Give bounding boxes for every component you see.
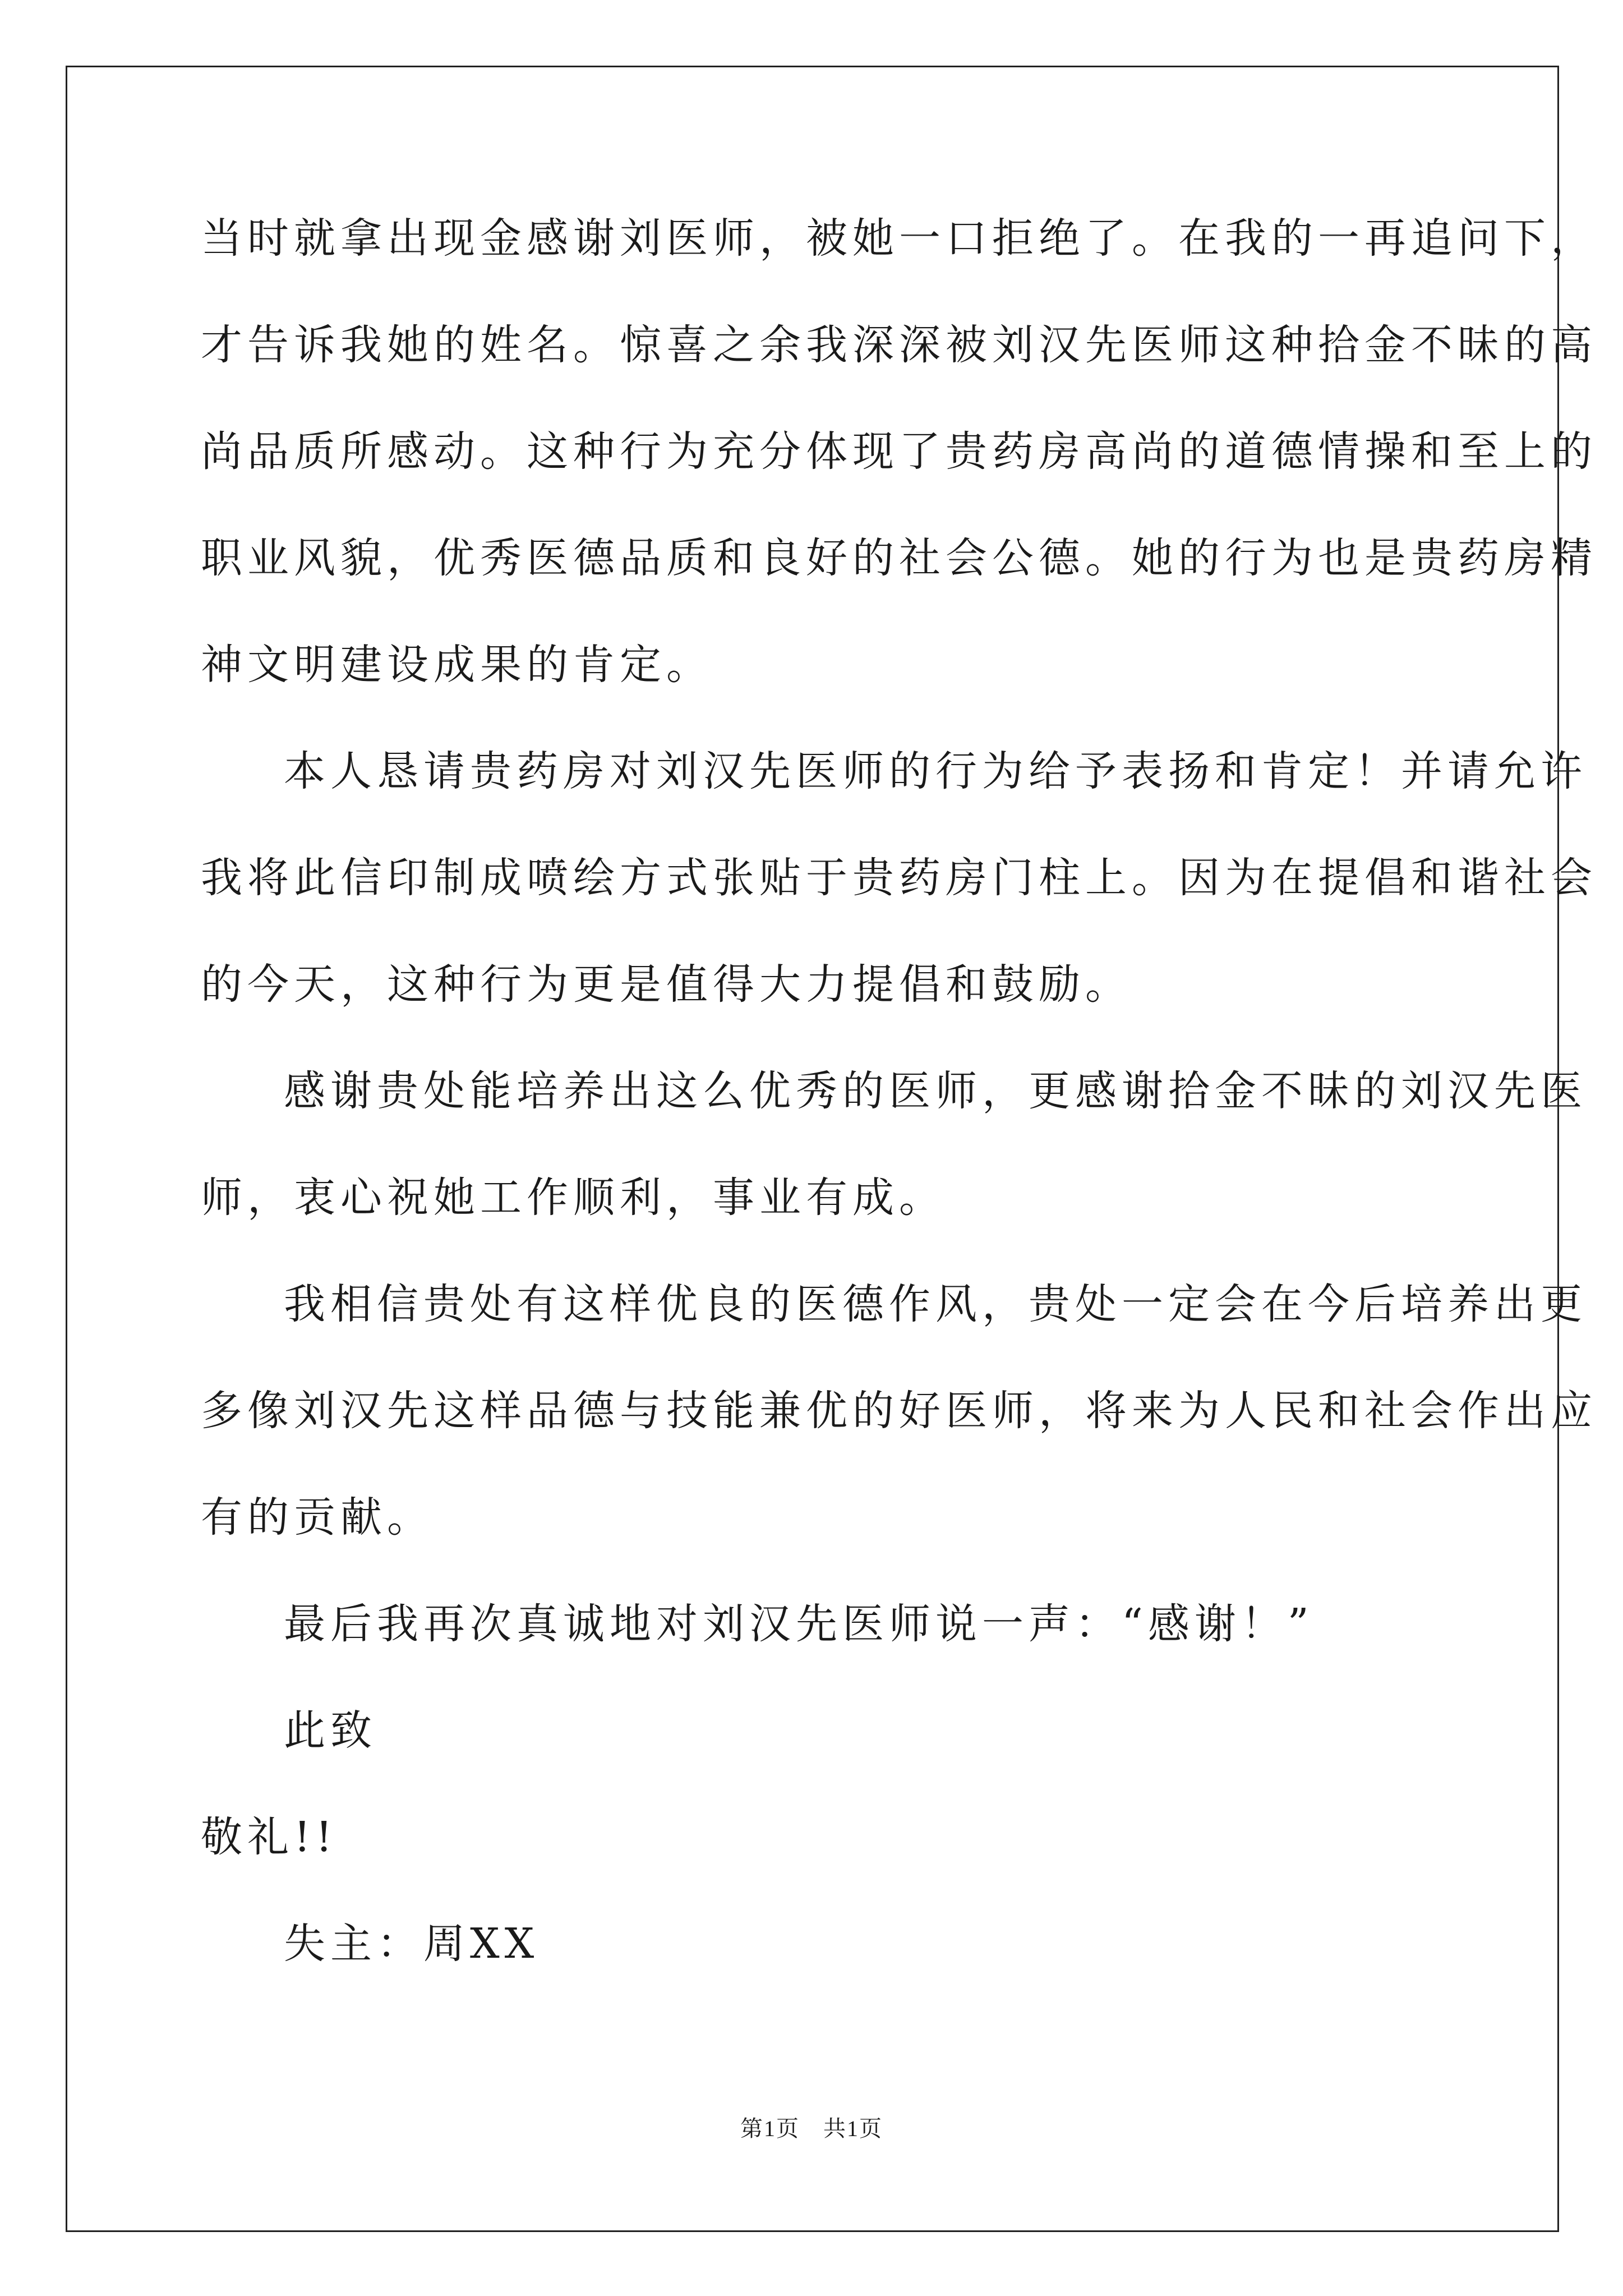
paragraph-line: 有的贡献。: [201, 1493, 434, 1542]
paragraph-line: 才告诉我她的姓名。惊喜之余我深深被刘汉先医师这种拾金不昧的高: [201, 321, 1597, 369]
page-border: [66, 66, 1559, 2232]
paragraph-line: 我相信贵处有这样优良的医德作风，贵处一定会在今后培养出更: [284, 1280, 1587, 1328]
closing-salutation: 此致: [284, 1706, 377, 1755]
paragraph-line: 师，衷心祝她工作顺利，事业有成。: [201, 1174, 946, 1222]
paragraph-line: 最后我再次真诚地对刘汉先医师说一声：“感谢！”: [284, 1600, 1314, 1648]
signature-line: 失主：周XX: [284, 1920, 540, 1968]
paragraph-line: 感谢贵处能培养出这么优秀的医师，更感谢拾金不昧的刘汉先医: [284, 1067, 1587, 1115]
page-number-footer: 第1页 共1页: [740, 2116, 883, 2141]
paragraph-line: 本人恳请贵药房对刘汉先医师的行为给予表扬和肯定！并请允许: [284, 747, 1587, 795]
paragraph-line: 神文明建设成果的肯定。: [201, 641, 713, 689]
closing-respect: 敬礼!!: [201, 1813, 338, 1861]
paragraph-line: 尚品质所感动。这种行为充分体现了贵药房高尚的道德情操和至上的: [201, 427, 1597, 476]
paragraph-line: 当时就拿出现金感谢刘医师，被她一口拒绝了。在我的一再追问下，: [201, 214, 1597, 263]
paragraph-line: 多像刘汉先这样品德与技能兼优的好医师，将来为人民和社会作出应: [201, 1387, 1597, 1435]
paragraph-line: 我将此信印制成喷绘方式张贴于贵药房门柱上。因为在提倡和谐社会: [201, 854, 1597, 902]
paragraph-line: 的今天，这种行为更是值得大力提倡和鼓励。: [201, 960, 1132, 1009]
paragraph-line: 职业风貌，优秀医德品质和良好的社会公德。她的行为也是贵药房精: [201, 534, 1597, 582]
